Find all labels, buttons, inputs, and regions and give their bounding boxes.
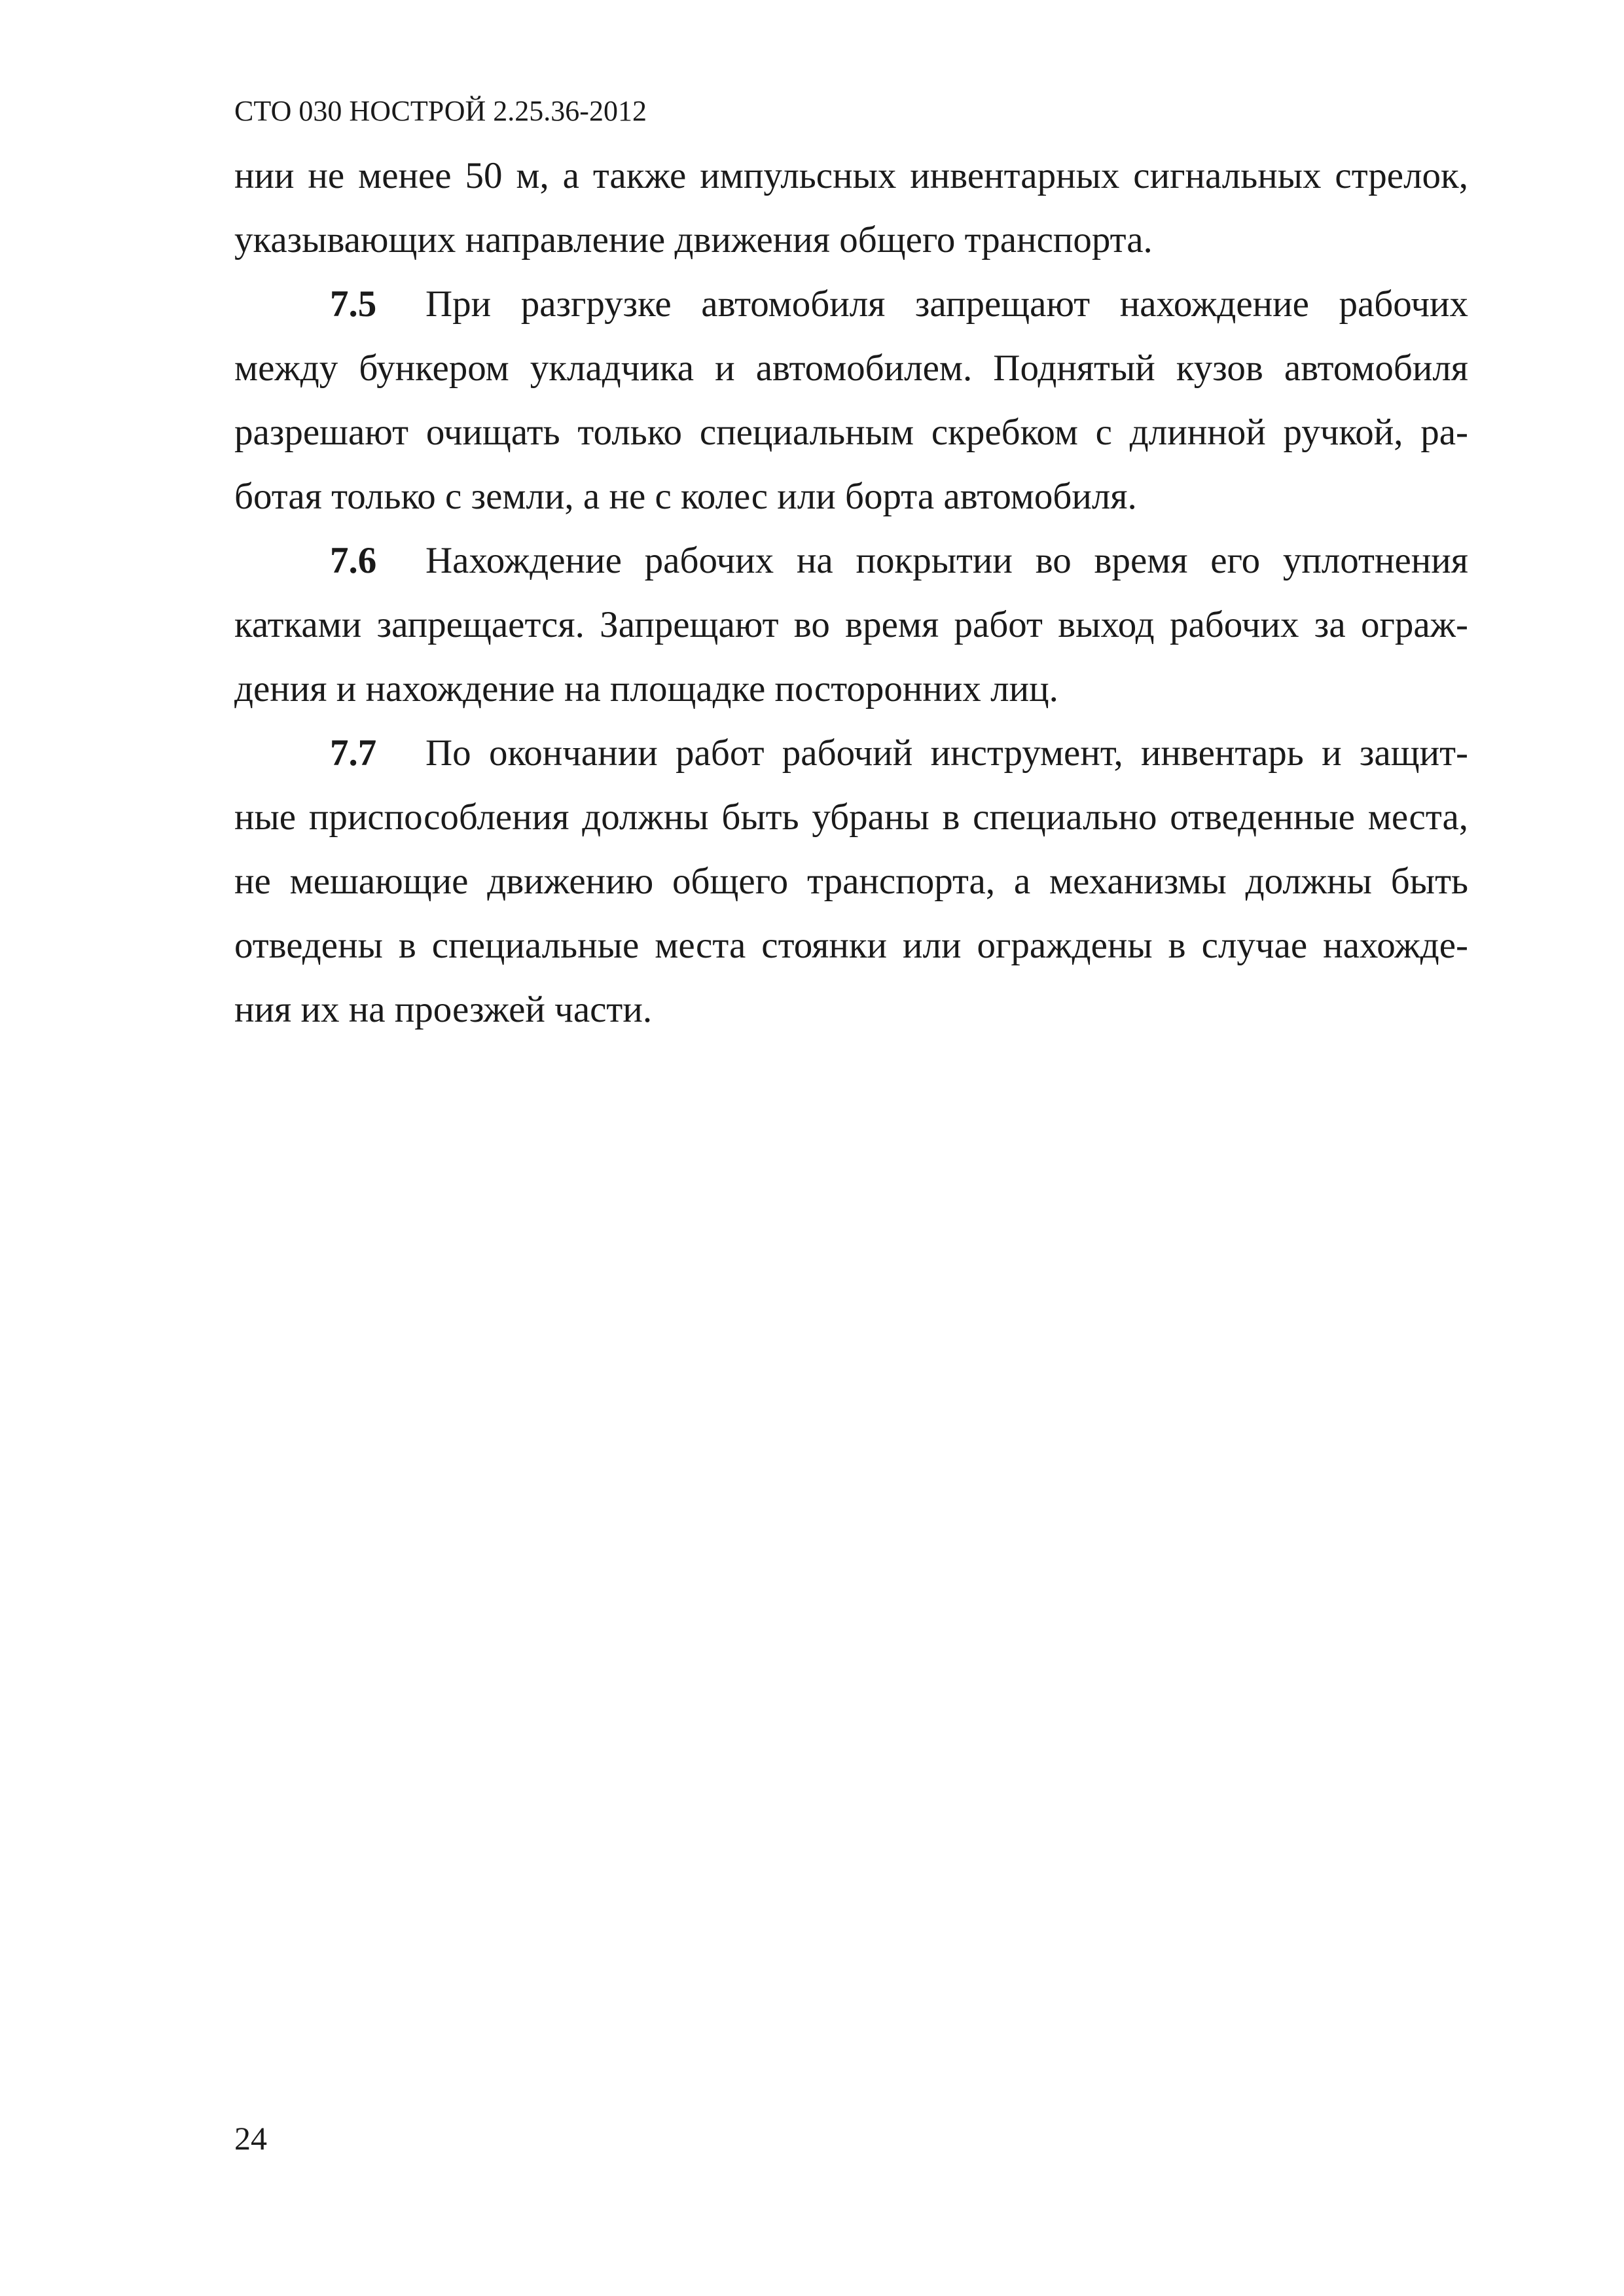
text-line: разрешают очищать только специальным скребком с длинной ручкой, ра-: [234, 412, 1468, 453]
document-header: СТО 030 НОСТРОЙ 2.25.36-2012: [234, 95, 647, 127]
clause-number: 7.6: [330, 540, 377, 581]
page-number: 24: [234, 2120, 267, 2157]
text-line: отведены в специальные места стоянки или ограждены в случае нахожде-: [234, 925, 1468, 966]
clause-7-5: [234, 272, 1468, 529]
clause-first-line-text: По окончании работ рабочий инструмент, инвентарь и защит-: [425, 732, 1468, 774]
clause-number: 7.7: [330, 732, 377, 774]
text-line: катками запрещается. Запрещают во время работ выход рабочих за ограж-: [234, 604, 1468, 645]
clause-number: 7.5: [330, 283, 377, 325]
continuation-paragraph: [234, 144, 1468, 272]
text-line: указывающих направление движения общего транспорта.: [234, 219, 1153, 260]
clause-first-line: [234, 272, 1468, 336]
text-line: ния их на проезжей части.: [234, 989, 653, 1030]
clause-first-line: [234, 529, 1468, 593]
text-line: дения и нахождение на площадке посторонних лиц.: [234, 668, 1058, 709]
clause-first-line-text: Нахождение рабочих на покрытии во время его уплотнения: [425, 540, 1468, 581]
text-line: не мешающие движению общего транспорта, а механизмы должны быть: [234, 861, 1468, 902]
text-line: ные приспособления должны быть убраны в специально отведенные места,: [234, 797, 1468, 838]
text-line: между бункером укладчика и автомобилем. Поднятый кузов автомобиля: [234, 348, 1468, 389]
clause-7-6: [234, 529, 1468, 721]
document-body: [234, 144, 1468, 1042]
clause-first-line: [234, 721, 1468, 785]
clause-7-7: [234, 721, 1468, 1042]
text-line: ботая только с земли, а не с колес или борта автомобиля.: [234, 476, 1137, 517]
text-line: нии не менее 50 м, а также импульсных инвентарных сигнальных стрелок,: [234, 155, 1468, 196]
clause-first-line-text: При разгрузке автомобиля запрещают нахождение рабочих: [425, 283, 1468, 325]
